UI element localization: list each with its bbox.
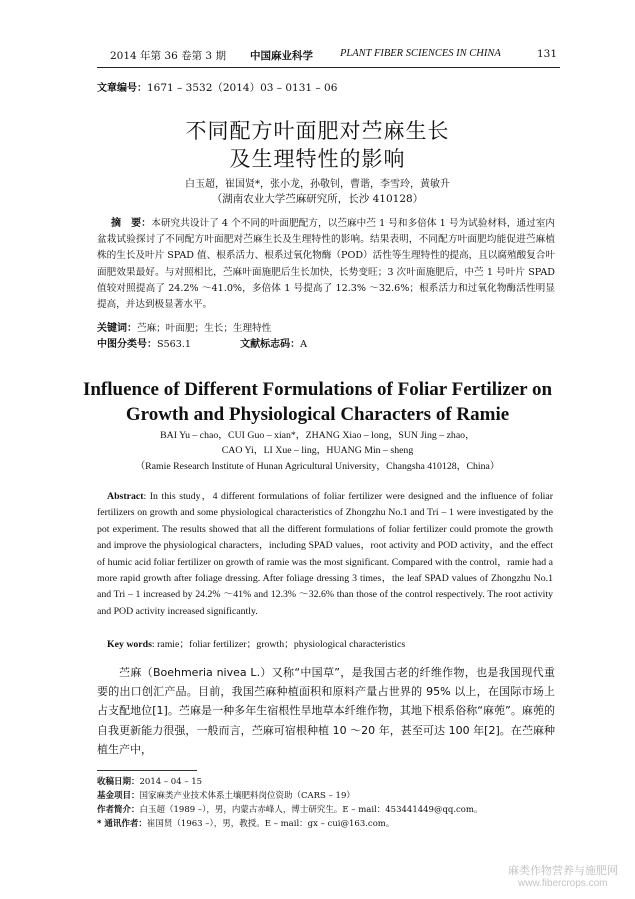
cn-title-line2: 及生理特性的影响	[229, 147, 406, 171]
en-abstract-label: Abstract	[107, 491, 144, 502]
cn-keywords-text: 苎麻；叶面肥；生长；生理特性	[137, 323, 272, 334]
page-number: 131	[537, 48, 558, 60]
fund-label: 基金项目：	[97, 791, 140, 801]
en-abstract-text: In this study，4 different formulations of foliar fertilizer were designed and the influence of foliar fertilizers on growth and some physiological characteristics of Zhongzhu No.1 and Tri – 1 were investigated by the pot experiment. The results showed that all the different formulations of foliar fertilizer could promote the growth and improve the physiological characters，including SPAD values，root activity and POD activity，and the effect of humic acid foliar fertilizer on growth of ramie was the most significant. Compared with the control，ramie had a more rapid growth after foliage dressing. After foliage dressing 3 times，the leaf SPAD values of Zhongzhu No.1 and Tri – 1 increased by 24.2% ～41% and 12.3% ～32.6% than those of the control respectively. The root activity and POD activity increased significantly.	[97, 491, 553, 617]
footnote-received	[97, 775, 567, 787]
journal-issue: 2014 年第 36 卷第 3 期	[110, 50, 226, 62]
en-title-line2: Growth and Physiological Characters of Ramie	[125, 404, 510, 425]
corresponding-label: * 通讯作者：	[97, 819, 147, 829]
body-paragraph: 苎麻（Boehmeria nivea L.）又称“中国草”，是我国古老的纤维作物，也是我国现代重要的出口创汇产品。目前，我国苎麻种植面积和原料产量占世界的 95% 以上，在国际市场上占支配地位[1]。苎麻是一种多年生宿根性旱地草本纤维作物，其地下根系俗称“麻蔸”。麻蔸的自我更新能力很强，一般而言，苎麻可宿根种植 10 ～20 年，甚至可达 100 年[2]。在苎麻种植生产中，	[97, 666, 555, 756]
article-id	[97, 79, 337, 95]
cn-authors: 白玉超，崔国贤*，张小龙，孙敬钊，曹谐，李雪玲，黄敏升	[185, 179, 450, 190]
cn-classification	[97, 337, 555, 353]
watermark-url: www.fibercrops.com	[518, 878, 608, 889]
en-keywords: Key words: ramie；foliar fertilizer；growth；physiological characteristics	[107, 639, 406, 650]
en-affiliation: （Ramie Research Institute of Hunan Agricultural University，Changsha 410128，China）	[135, 461, 500, 472]
received-label: 收稿日期：	[97, 777, 140, 787]
en-abstract: Abstract: In this study，4 different formulations of foliar fertilizer were designed and the influence of foliar fertilizers on growth and some physiological characteristics of Zhongzhu No.1 and Tri – 1 were investigated by the pot experiment. The results showed that all the different formulations of foliar fertilizer could promote the growth and improve the physiological characters，including SPAD values，root activity and POD activity，and the effect of humic acid foliar fertilizer on growth of ramie was the most significant. Compared with the control，ramie had a more rapid growth after foliage dressing. After foliage dressing 3 times，the leaf SPAD values of Zhongzhu No.1 and Tri – 1 increased by 24.2% ～41% and 12.3% ～32.6% than those of the control respectively. The root activity and POD activity increased significantly.	[97, 491, 553, 617]
article-id-label: 文章编号：	[97, 83, 147, 94]
doc-code-label: 文献标志码：	[240, 339, 301, 350]
header-rule	[97, 67, 560, 68]
cn-abstract	[97, 216, 555, 313]
fund-text: 国家麻类产业技术体系土壤肥料岗位资助（CARS – 19）	[139, 791, 355, 801]
en-authors-line1: BAI Yu – chao，CUI Guo – xian*，ZHANG Xiao – long，SUN Jing – zhao，	[160, 430, 475, 441]
received-date: 2014 – 04 – 15	[139, 777, 203, 787]
en-keywords-label: Key words	[107, 639, 152, 650]
clc-value: S563.1	[157, 339, 192, 350]
cn-abstract-text: 本研究共设计了 4 个不同的叶面肥配方，以苎麻中苎 1 号和多倍体 1 号为试验材料，通过室内盆栽试验探讨了不同配方叶面肥对苎麻生长及生理特性的影响。结果表明，不同配方叶面肥均能促进苎麻植株的生长及叶片 SPAD 值、根系活力、根系过氧化物酶（POD）活性等生理特性的提高，且以腐殖酸复合叶面肥效果最好。与对照相比，苎麻叶面施肥后生长加快，长势变旺；3 次叶面施肥后，中苎 1 号叶片 SPAD 值较对照提高了 24.2% ～41.0%，多倍体 1 号提高了 12.3% ～32.6%；根系活力和过氧化物酶活性明显提高，并达到极显著水平。	[97, 218, 556, 311]
journal-name-cn: 中国麻业科学	[250, 50, 313, 62]
journal-name-en: PLANT FIBER SCIENCES IN CHINA	[340, 48, 501, 59]
article-id-value: 1671 – 3532（2014）03 – 0131 – 06	[147, 82, 338, 94]
cn-keywords	[97, 321, 555, 337]
footnote-rule	[97, 770, 197, 771]
cn-keywords-label: 关键词：	[97, 323, 137, 334]
cn-abstract-label: 摘 要：	[111, 218, 152, 229]
cn-title-line1: 不同配方叶面肥对苎麻生长	[185, 119, 450, 143]
footnote-corresponding	[97, 817, 567, 829]
watermark-cn: 麻类作物营养与施肥网	[508, 864, 618, 877]
author-text: 白玉超（1989 –），男，内蒙古赤峰人，博士研究生。E – mail：453441449@qq.com。	[139, 805, 483, 815]
clc-label: 中图分类号：	[97, 339, 157, 350]
doc-code-value: A	[300, 339, 308, 350]
footnote-author	[97, 803, 567, 815]
corresponding-text: 崔国贤（1963 –），男，教授。E – mail：gx – cui@163.com。	[146, 819, 395, 829]
en-title-line1: Influence of Different Formulations of Foliar Fertilizer on	[82, 379, 553, 400]
cn-affiliation: （湖南农业大学苎麻研究所，长沙 410128）	[211, 193, 424, 205]
footnote-fund	[97, 789, 567, 801]
author-label: 作者简介：	[97, 805, 140, 815]
en-keywords-text: ramie；foliar fertilizer；growth；physiological characteristics	[157, 639, 406, 650]
en-authors-line2: CAO Yi，LI Xue – ling，HUANG Min – sheng	[221, 445, 414, 456]
